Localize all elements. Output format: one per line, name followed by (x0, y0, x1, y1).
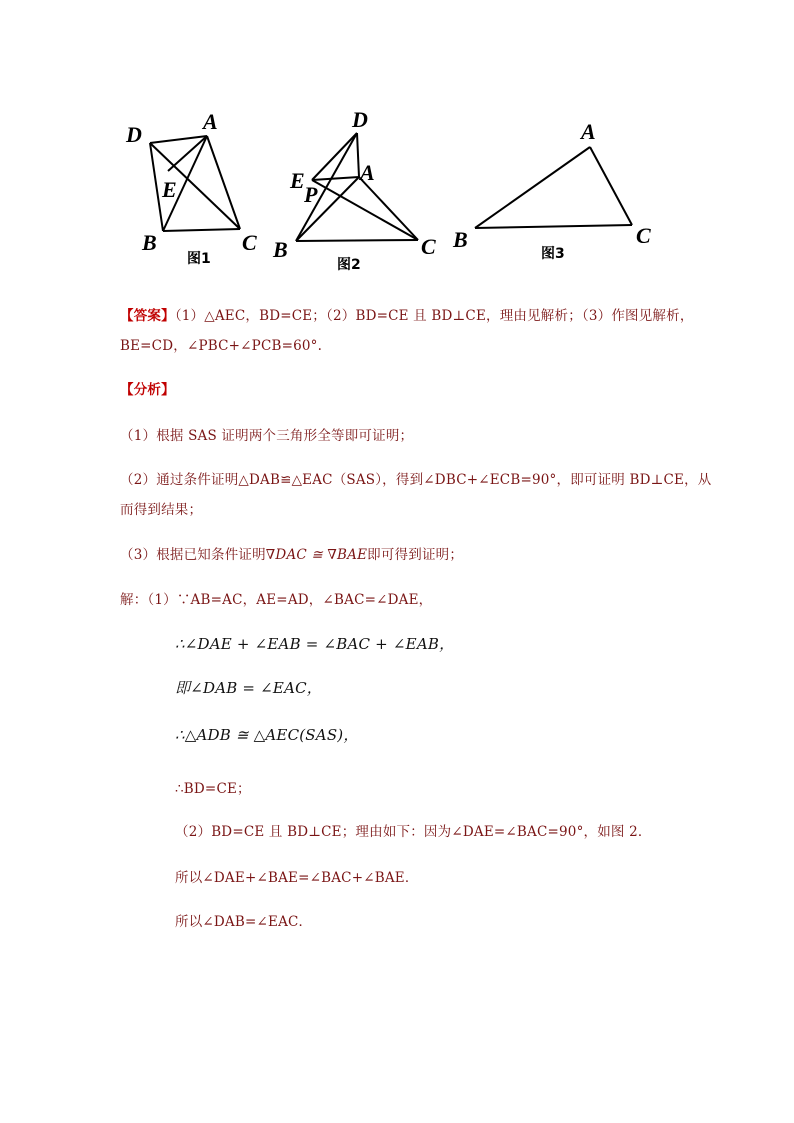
solution-step-8: 所以∠DAB=∠EAC． (175, 914, 313, 930)
fig1-caption: 图1 (187, 251, 211, 267)
fig2-label-A: A (360, 160, 375, 185)
solution-step-6: （2）BD=CE 且 BD⊥CE；理由如下：因为∠DAE=∠BAC=90°，如图 2． (175, 824, 652, 840)
fig3-label-A: A (581, 119, 596, 144)
figure-3 (475, 147, 632, 228)
analysis-point-2a: （2）通过条件证明△DAB≌△EAC（SAS），得到∠DBC+∠ECB=90°，即可证明 BD⊥CE，从 (120, 472, 712, 488)
answer-line-2: BE=CD，∠PBC+∠PCB=60°. (120, 338, 323, 354)
solution-step-5: ∴BD=CE； (175, 781, 251, 797)
analysis-point-2b: 而得到结果； (120, 502, 203, 518)
analysis-point-3-math: ∇DAC ≅ ∇BAE (265, 547, 368, 563)
fig3-caption: 图3 (541, 246, 565, 262)
fig1-label-D: D (126, 122, 142, 147)
answer-line-1 (120, 304, 694, 324)
fig3-label-B: B (453, 227, 468, 252)
solution-step-2: ∴∠DAE + ∠EAB = ∠BAC + ∠EAB， (175, 635, 455, 653)
geometry-figures (0, 0, 794, 290)
fig1-label-B: B (142, 230, 157, 255)
analysis-point-3-pre: （3）根据已知条件证明 (120, 547, 266, 563)
fig3-label-C: C (636, 223, 651, 248)
answer-tag: 【答案】 (120, 308, 175, 324)
fig2-caption: 图2 (337, 257, 361, 273)
analysis-tag: 【分析】 (120, 382, 175, 398)
solution-step-4: ∴△ADB ≅ △AEC(SAS)， (175, 726, 359, 744)
fig2-label-B: B (273, 237, 288, 262)
solution-step-7: 所以∠DAE+∠BAE=∠BAC+∠BAE． (175, 870, 419, 886)
answer-text-1: （1）△AEC，BD=CE；（2）BD=CE 且 BD⊥CE，理由见解析；（3）作图见解析， (174, 308, 694, 324)
analysis-point-1: （1）根据 SAS 证明两个三角形全等即可证明； (120, 428, 414, 444)
fig2-label-C: C (421, 234, 436, 259)
solution-step-3: 即∠DAB = ∠EAC， (175, 679, 322, 697)
solution-step-1: 解：（1）∵AB=AC，AE=AD，∠BAC=∠DAE， (120, 592, 433, 608)
fig1-label-C: C (242, 230, 257, 255)
analysis-point-3 (120, 543, 463, 563)
analysis-point-3-post: 即可得到证明； (367, 547, 464, 563)
fig2-label-D: D (352, 107, 368, 132)
fig2-label-P: P (304, 182, 318, 207)
fig1-label-A: A (203, 109, 218, 134)
fig2-label-E: E (290, 168, 305, 193)
fig1-label-E: E (162, 177, 177, 202)
